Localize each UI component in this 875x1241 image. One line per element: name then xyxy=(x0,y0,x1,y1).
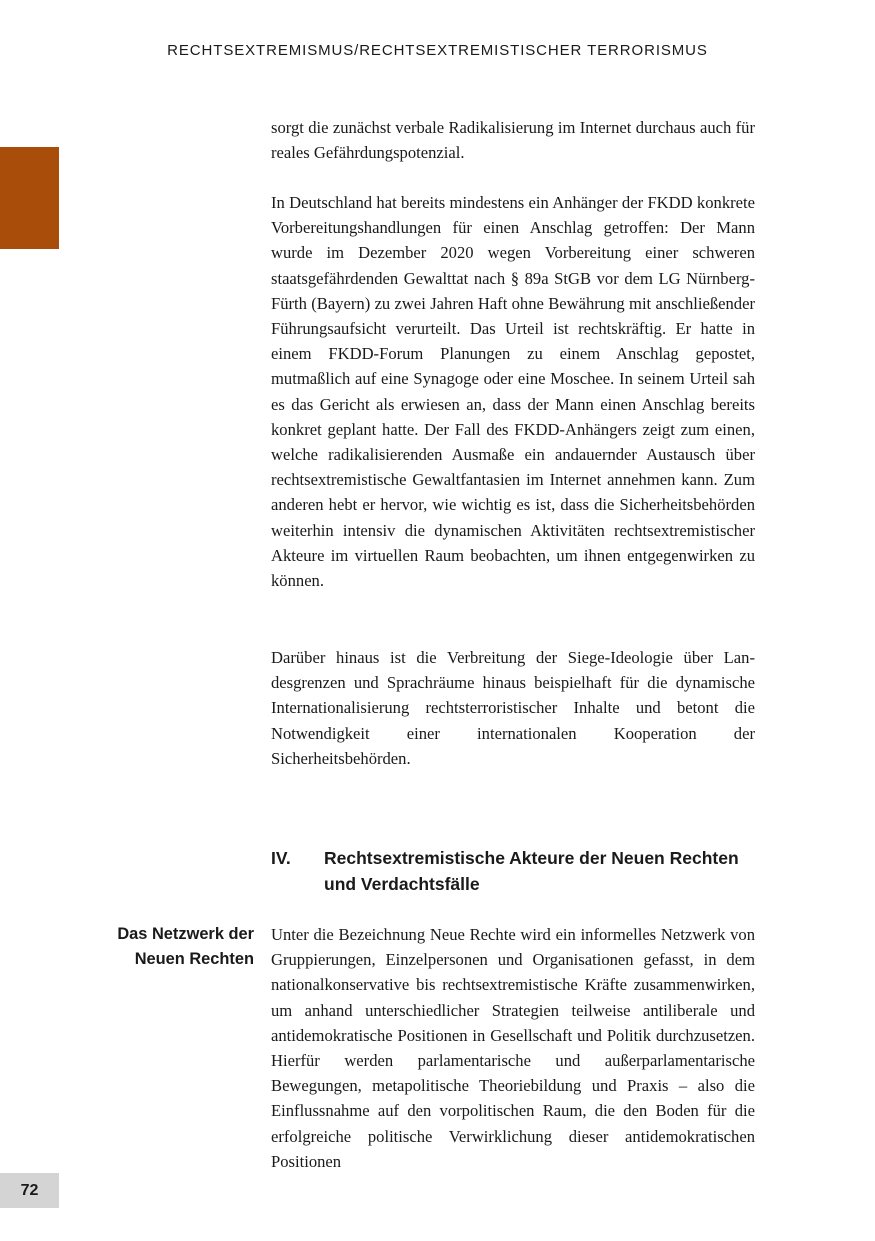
body-paragraph-2: In Deutschland hat bereits mindestens ein Anhänger der FKDD konkrete Vorbereitungshandlungen für einen Anschlag getroffen: Der Mann wurde im Dezember 2020 wegen Vorbereitung einer schweren staatsgefährdenden Gewalttat nach § 89a StGB vor dem LG Nürnberg-Fürth (Bayern) zu zwei Jahren Haft ohne Bewährung mit anschließender Führungsaufsicht verurteilt. Das Urteil ist rechtskräftig. Er hatte in einem FKDD-Forum Planungen zu einem Anschlag gepostet, mutmaßlich auf eine Synagoge oder eine Moschee. In seinem Urteil sah es das Gericht als erwiesen an, dass der Mann einen Anschlag bereits konkret geplant hatte. Der Fall des FKDD-Anhängers zeigt zum einen, welche radikalisierenden Ausmaße ein andauernder Austausch über rechtsextremistische Gewaltfantasien im Internet annehmen kann. Zum anderen hebt er hervor, wie wichtig es ist, dass die Sicherheitsbehörden weiterhin intensiv die dynamischen Aktivitäten rechtsextremistischer Akteure im virtuellen Raum beobachten, um ihnen entgegenwirken zu können. xyxy=(271,193,755,591)
body-paragraph-1: sorgt die zunächst verbale Radikalisierung im Internet durchaus auch für reales Gefährdungspotenzial. xyxy=(271,118,755,163)
body-paragraph-3: Darüber hinaus ist die Verbreitung der Siege-Ideologie über Landesgrenzen und Sprachräume hinaus beispielhaft für die dynamische Internationalisierung rechtsterroristischer Inhalte und betont die Notwendigkeit einer internationalen Kooperation der Sicherheitsbehörden. xyxy=(271,648,755,768)
section-number: IV. xyxy=(271,848,291,868)
chapter-tab-marker xyxy=(0,147,59,249)
margin-note: Das Netzwerk der Neuen Rechten xyxy=(117,925,254,969)
body-paragraph-4: Unter die Bezeichnung Neue Rechte wird ein informelles Netzwerk von Gruppierungen, Einzelpersonen und Organisationen gefasst, in dem nationalkonservative bis rechtsextremistische Kräfte zusammenwirken, um anhand unterschiedlicher Strategien teilweise antiliberale und antidemokratische Positionen in Gesellschaft und Politik durchzusetzen. Hierfür werden parlamentarische und außerparlamentarische Bewegungen, metapolitische Theoriebildung und Praxis – also die Einflussnahme auf den vorpolitischen Raum, die den Boden für die erfolgreiche politische Verwirklichung dieser antidemokratischen Positionen xyxy=(271,925,755,1171)
running-header: RECHTSEXTREMISMUS/RECHTSEXTREMISTISCHER TERRORISMUS xyxy=(167,42,708,59)
section-heading xyxy=(271,846,755,897)
page-number: 72 xyxy=(0,1173,59,1208)
section-title: Rechtsextremistische Akteure der Neuen Rechten und Verdachtsfälle xyxy=(324,848,739,894)
